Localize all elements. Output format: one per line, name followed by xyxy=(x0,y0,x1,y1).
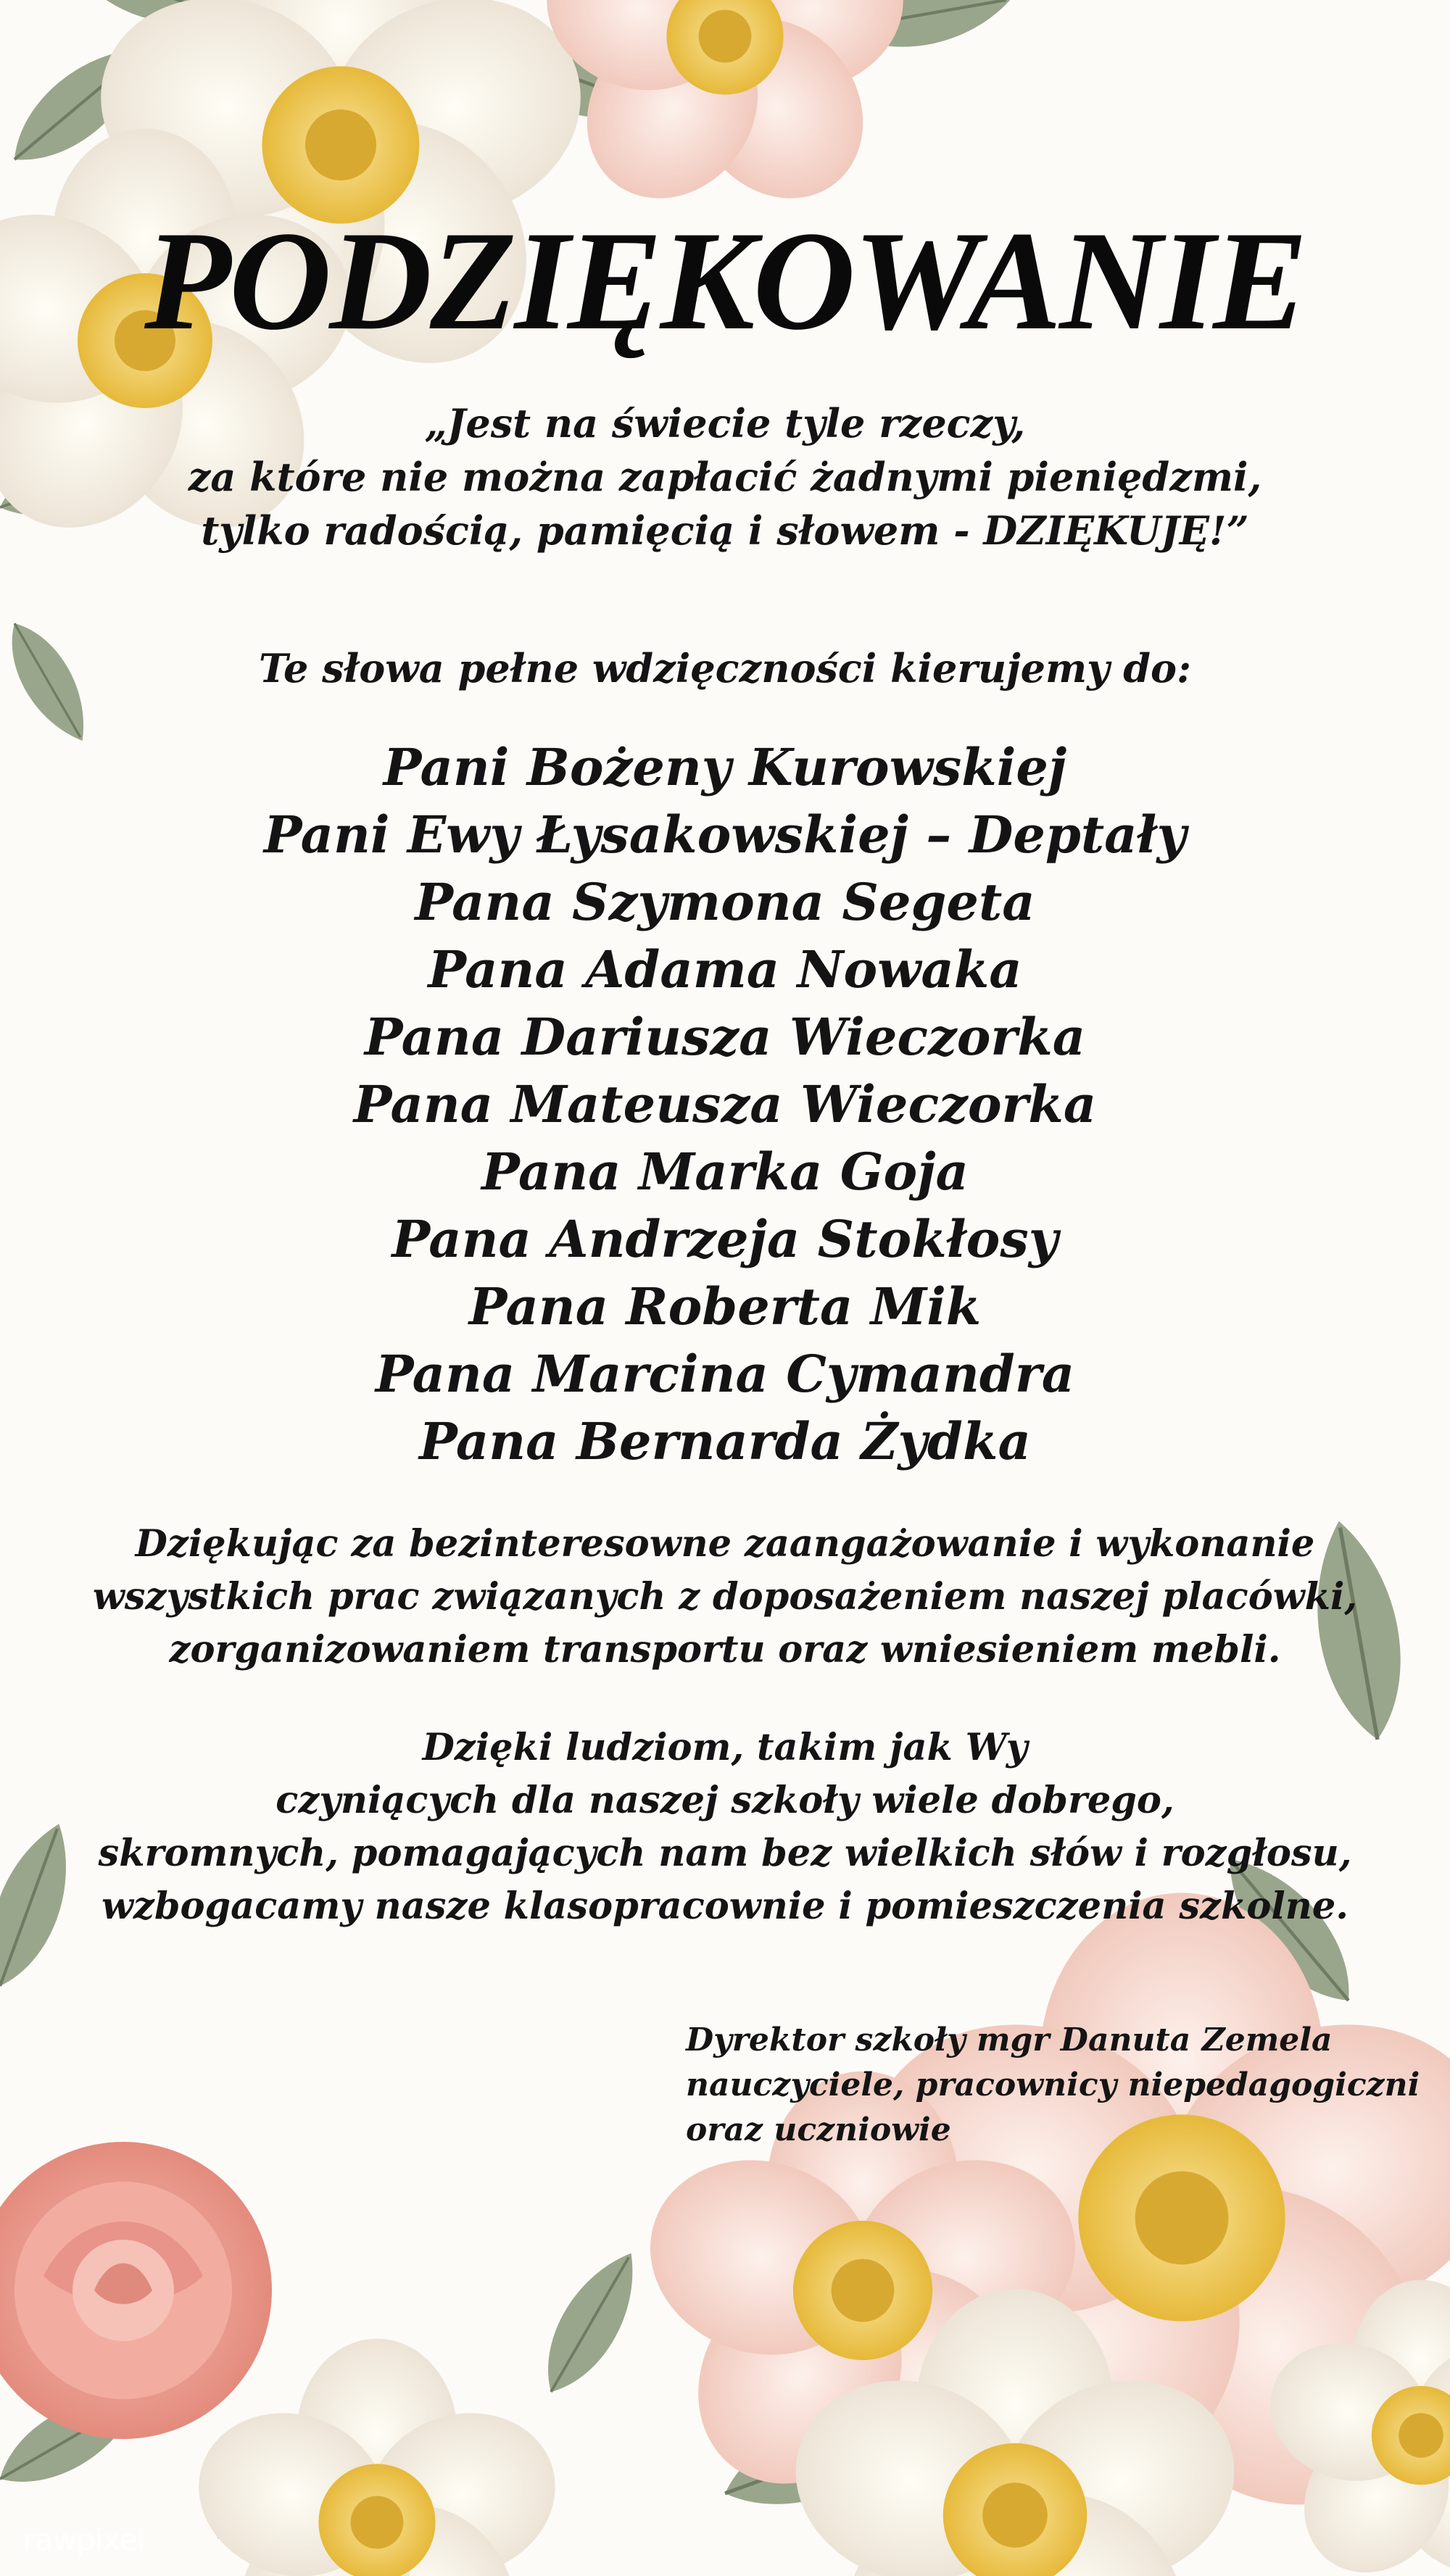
signature-line: nauczyciele, pracownicy niepedagogiczni xyxy=(686,2066,1420,2103)
recipient-name: Pana Marka Goja xyxy=(481,1142,969,1202)
recipient-name: Pani Bożeny Kurowskiej xyxy=(383,737,1067,797)
quote-line: tylko radością, pamięcią i słowem - DZIĘKUJĘ!” xyxy=(201,507,1249,554)
recipient-name: Pana Dariusza Wieczorka xyxy=(364,1007,1086,1067)
quote xyxy=(0,396,1450,557)
recipient-name: Pana Mateusza Wieczorka xyxy=(353,1074,1097,1134)
closing-line: Dzięki ludziom, takim jak Wy xyxy=(422,1726,1028,1769)
thanks-line: Dziękując za bezinteresowne zaangażowanie i wykonanie xyxy=(135,1522,1315,1566)
recipient-name: Pana Andrzeja Stokłosy xyxy=(392,1209,1058,1269)
recipient-name: Pana Roberta Mik xyxy=(468,1276,982,1337)
signature-line: oraz uczniowie xyxy=(686,2111,951,2148)
thanks-paragraph xyxy=(0,1518,1450,1677)
signature-line: Dyrektor szkoły mgr Danuta Zemela xyxy=(686,2022,1333,2058)
closing-line: czyniących dla naszej szkoły wiele dobrego, xyxy=(276,1779,1174,1822)
closing-paragraph xyxy=(0,1721,1450,1933)
recipient-name: Pana Szymona Segeta xyxy=(415,872,1035,932)
closing-line: wzbogacamy nasze klasopracownie i pomieszczenia szkolne. xyxy=(101,1885,1349,1928)
recipient-name: Pani Ewy Łysakowskiej – Deptały xyxy=(263,805,1187,865)
watermark: rawpixel xyxy=(23,2524,146,2557)
signature-block xyxy=(686,2018,1440,2153)
thanks-line: zorganizowaniem transportu oraz wniesieniem mebli. xyxy=(169,1628,1281,1671)
recipient-name: Pana Adama Nowaka xyxy=(428,939,1022,1000)
recipient-name: Pana Bernarda Żydka xyxy=(419,1411,1031,1471)
quote-line: za które nie można zapłacić żadnymi pieniędzmi, xyxy=(188,454,1262,500)
bottom-left-rose xyxy=(0,2142,272,2439)
thanks-line: wszystkich prac związanych z doposażeniem naszej placówki, xyxy=(92,1575,1358,1619)
recipient-name: Pana Marcina Cymandra xyxy=(375,1344,1075,1404)
intro-line: Te słowa pełne wdzięczności kierujemy do: xyxy=(258,645,1192,691)
recipient-list xyxy=(0,734,1450,1475)
quote-line: „Jest na świecie tyle rzeczy, xyxy=(424,400,1026,446)
page-title: PODZIĘKOWANIE xyxy=(144,202,1306,360)
closing-line: skromnych, pomagających nam bez wielkich słów i rozgłosu, xyxy=(98,1832,1352,1875)
